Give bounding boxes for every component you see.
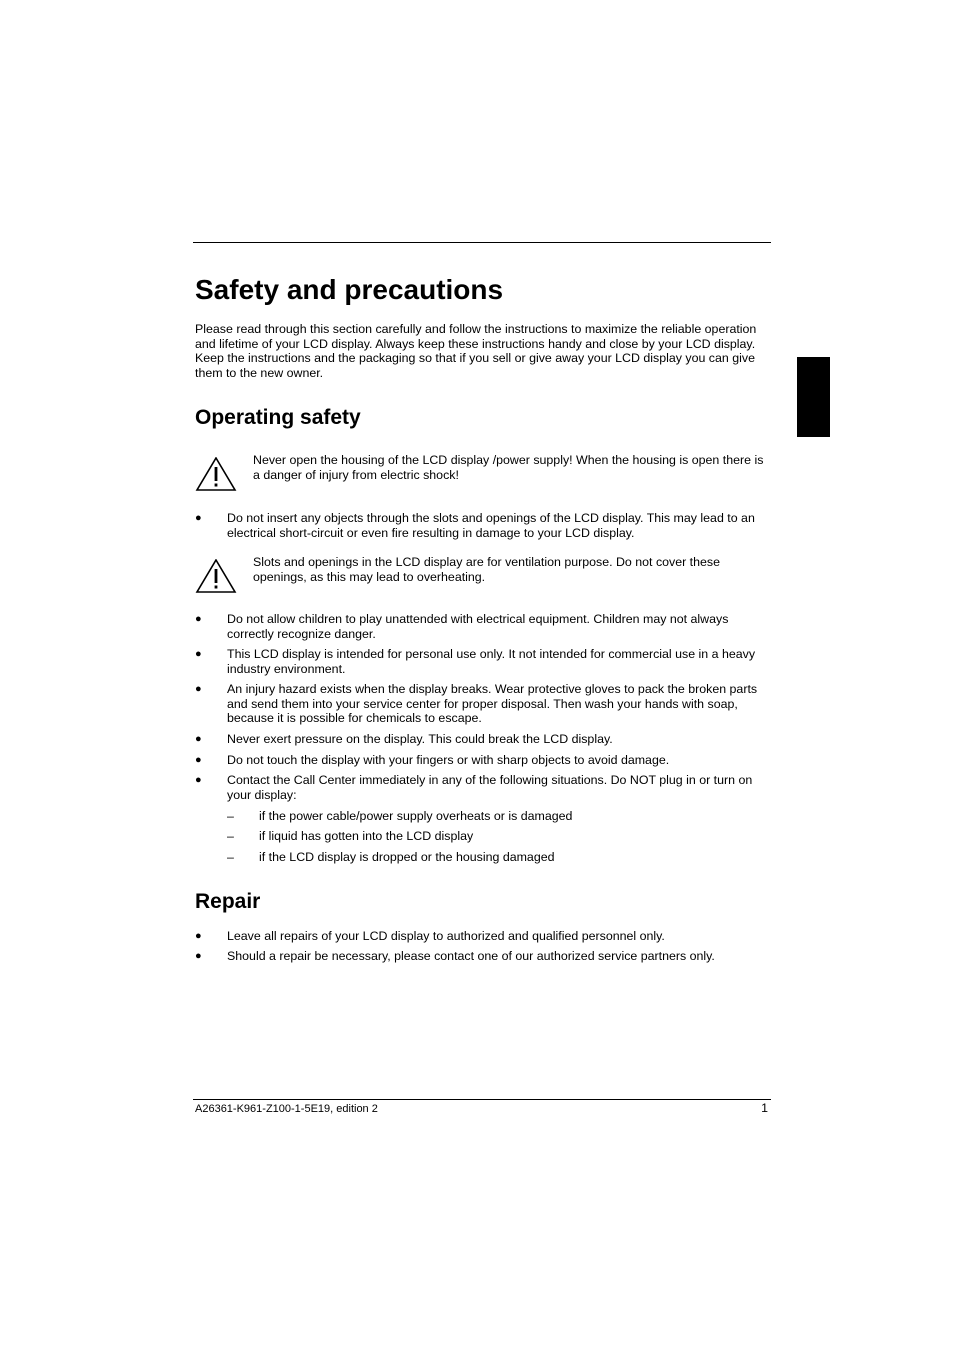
bullet-marker: ● bbox=[195, 950, 202, 962]
bullet-marker: ● bbox=[195, 683, 202, 695]
bullet-marker: ● bbox=[195, 512, 202, 524]
bullet-marker: ● bbox=[195, 774, 202, 786]
list-item-text: An injury hazard exists when the display breaks. Wear protective gloves to pack the broken parts and send them into your service center for proper disposal. Then wash your hands with soap, because it is possible for chemicals to escape. bbox=[227, 682, 758, 726]
list-item-text: Contact the Call Center immediately in any of the following situations. Do NOT plug in or turn on your display: bbox=[227, 773, 753, 802]
sub-list-item-text: if the power cable/power supply overheats or is damaged bbox=[259, 809, 573, 823]
list-item-text: Leave all repairs of your LCD display to authorized and qualified personnel only. bbox=[227, 929, 665, 943]
chapter-tab-marker bbox=[797, 357, 830, 437]
list-item-text: Never exert pressure on the display. This could break the LCD display. bbox=[227, 732, 613, 746]
dash-marker: – bbox=[227, 850, 234, 864]
warning-block-ventilation bbox=[195, 555, 767, 603]
list-item-text: Do not insert any objects through the slots and openings of the LCD display. This may lead to an electrical short-circuit or even fire resulting in damage to your LCD display. bbox=[227, 511, 755, 540]
intro-paragraph: Please read through this section carefully and follow the instructions to maximize the reliable operation and lifetime of your LCD display. Always keep these instructions handy and close by your LCD display. Keep the instructions and the packaging so that if you sell or give away your LCD display you can give them to the new owner. bbox=[195, 322, 757, 380]
list-item-text: This LCD display is intended for personal use only. It not intended for commercial use in a heavy industry environment. bbox=[227, 647, 756, 676]
header-rule bbox=[193, 242, 771, 243]
bullet-marker: ● bbox=[195, 613, 202, 625]
bullet-marker: ● bbox=[195, 648, 202, 660]
list-item-text: Do not allow children to play unattended with electrical equipment. Children may not always correctly recognize danger. bbox=[227, 612, 729, 641]
warning-text: Never open the housing of the LCD display /power supply! When the housing is open there is a danger of injury from electric shock! bbox=[253, 453, 764, 482]
dash-marker: – bbox=[227, 809, 234, 823]
sub-list-item-text: if liquid has gotten into the LCD display bbox=[259, 829, 474, 843]
footer-rule bbox=[193, 1099, 771, 1100]
bullet-marker: ● bbox=[195, 733, 202, 745]
warning-text: Slots and openings in the LCD display are for ventilation purpose. Do not cover these openings, as this may lead to overheating. bbox=[253, 555, 720, 584]
list-item-text: Should a repair be necessary, please contact one of our authorized service partners only. bbox=[227, 949, 715, 963]
page-title: Safety and precautions bbox=[195, 274, 504, 305]
bullet-marker: ● bbox=[195, 754, 202, 766]
page-number: 1 bbox=[761, 1101, 768, 1115]
list-item-text: Do not touch the display with your fingers or with sharp objects to avoid damage. bbox=[227, 753, 670, 767]
document-id: A26361-K961-Z100-1-5E19, edition 2 bbox=[195, 1103, 378, 1115]
bullet-marker: ● bbox=[195, 930, 202, 942]
repair-heading: Repair bbox=[195, 890, 261, 913]
warning-triangle-icon bbox=[195, 457, 237, 491]
dash-marker: – bbox=[227, 829, 234, 843]
warning-block-housing bbox=[195, 453, 767, 501]
warning-triangle-icon bbox=[195, 559, 237, 593]
operating-safety-heading: Operating safety bbox=[195, 406, 361, 429]
sub-list-item-text: if the LCD display is dropped or the housing damaged bbox=[259, 850, 555, 864]
